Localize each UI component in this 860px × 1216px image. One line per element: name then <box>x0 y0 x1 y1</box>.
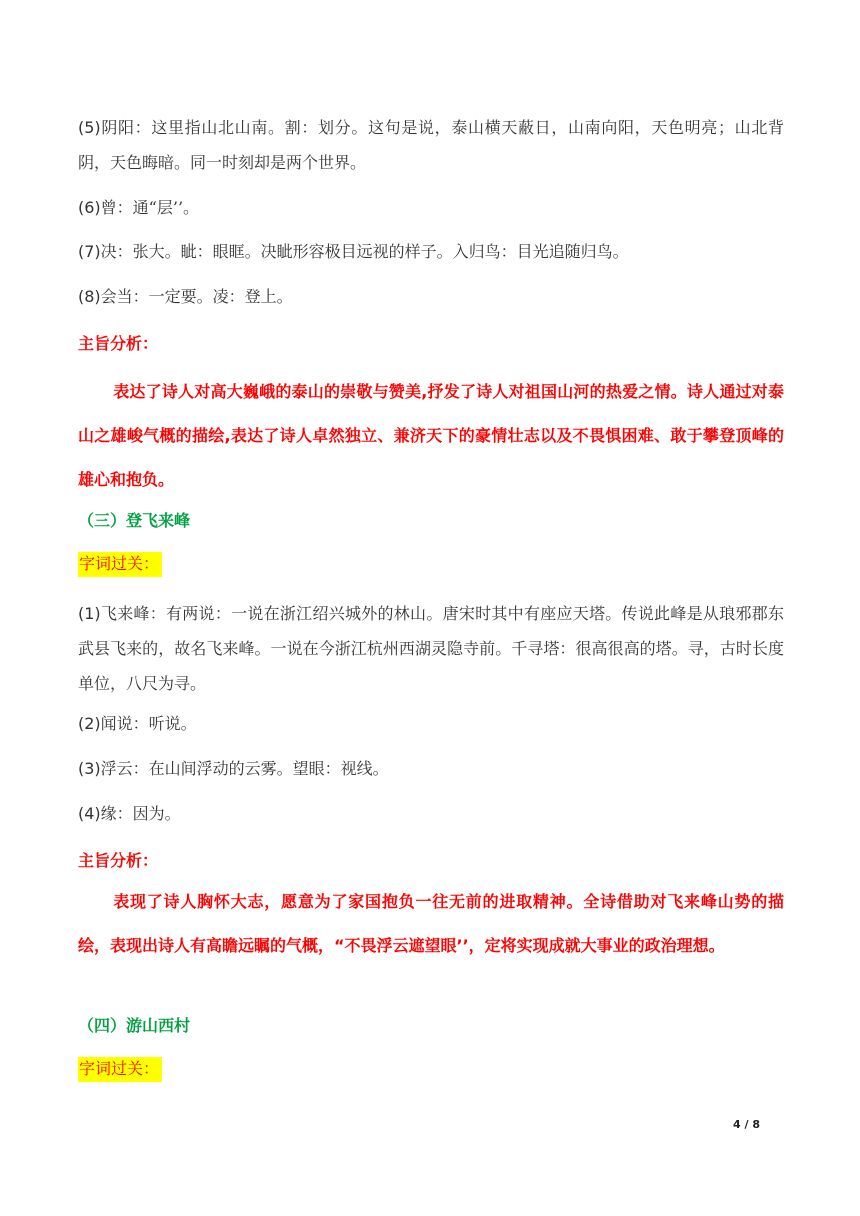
note-4 <box>78 796 784 831</box>
theme-analysis-text: 表达了诗人对高大巍峨的泰山的崇敬与赞美,抒发了诗人对祖国山河的热爱之情。诗人通过对泰山之雄峻气概的描绘,表达了诗人卓然独立、兼济天下的豪情壮志以及不畏惧困难、敢于攀登顶峰的雄心和抱负。 <box>78 382 784 489</box>
note-number: (2) <box>78 714 101 733</box>
note-2 <box>78 706 784 741</box>
note-number: (8) <box>78 287 101 306</box>
note-8 <box>78 279 784 314</box>
note-text: 会当：一定要。凌：登上。 <box>100 287 293 306</box>
note-5 <box>78 110 784 180</box>
note-number: (1) <box>78 604 101 623</box>
vocab-heading: 字词过关： <box>78 1051 784 1086</box>
note-number: (7) <box>78 242 101 261</box>
note-text: 决：张大。眦：眼眶。决眦形容极目远视的样子。入归鸟：目光追随归鸟。 <box>100 242 629 261</box>
note-number: (3) <box>78 759 101 778</box>
theme-analysis-heading: 主旨分析： <box>78 334 159 353</box>
note-number: (4) <box>78 804 101 823</box>
theme-analysis-heading: 主旨分析： <box>78 851 159 870</box>
note-number: (5) <box>78 118 101 137</box>
note-text: 飞来峰：有两说：一说在浙江绍兴城外的林山。唐宋时其中有座应天塔。传说此峰是从琅邪郡东武县飞来的，故名飞来峰。一说在今浙江杭州西湖灵隐寺前。千寻塔：很高很高的塔。寻，古时长度单位，八尺为寻。 <box>78 604 784 693</box>
note-3 <box>78 751 784 786</box>
vocab-heading: 字词过关： <box>78 546 784 581</box>
note-text: 浮云：在山间浮动的云雾。望眼：视线。 <box>100 759 389 778</box>
section-title: （三）登飞来峰 <box>78 511 191 530</box>
note-number: (6) <box>78 198 101 217</box>
page-number: 4 / 8 <box>733 1118 760 1131</box>
note-6 <box>78 190 784 225</box>
note-1 <box>78 596 784 701</box>
note-text: 缘：因为。 <box>100 804 181 823</box>
note-text: 闻说：听说。 <box>100 714 197 733</box>
theme-analysis-text: 表现了诗人胸怀大志，愿意为了家国抱负一往无前的进取精神。全诗借助对飞来峰山势的描绘，表现出诗人有高瞻远瞩的气概，“不畏浮云遮望眼’’，定将实现成就大事业的政治理想。 <box>78 892 784 955</box>
note-text: 阴阳：这里指山北山南。割：划分。这句是说，泰山横天蔽日，山南向阳，天色明亮；山北背阴，天色晦暗。同一时刻却是两个世界。 <box>78 118 784 172</box>
section-title: （四）游山西村 <box>78 1016 191 1035</box>
note-text: 曾：通“层’’。 <box>100 198 200 217</box>
note-7 <box>78 234 784 269</box>
